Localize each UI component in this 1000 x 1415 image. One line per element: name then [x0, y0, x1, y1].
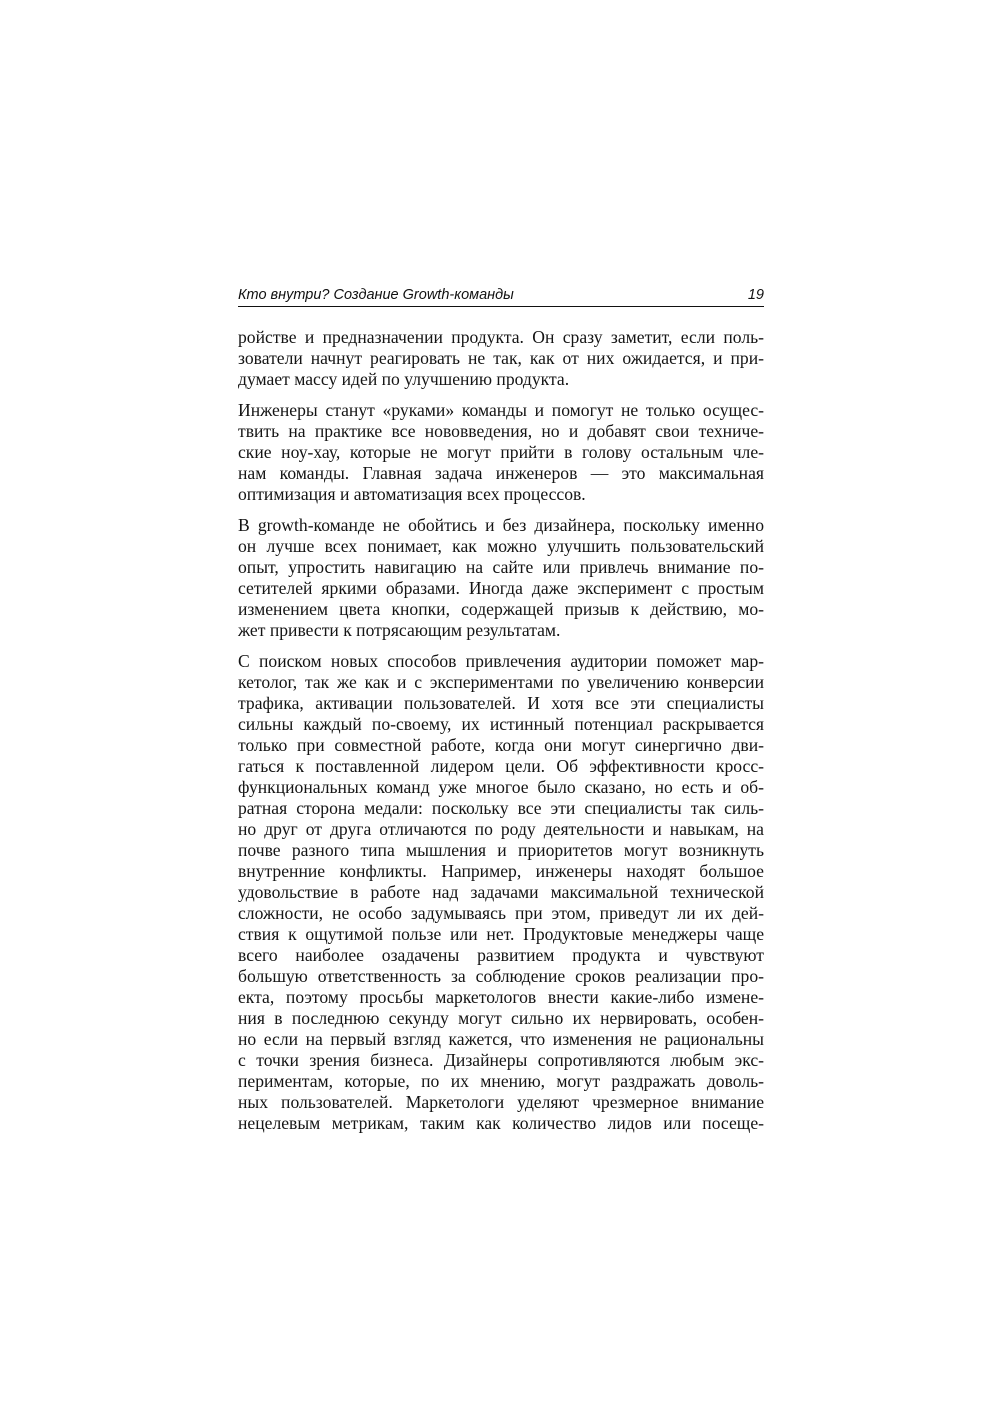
text-line: твить на практике все нововведения, но и добавят свои техниче- [238, 421, 764, 441]
text-line: ратная сторона медали: поскольку все эти специалисты так силь- [238, 798, 764, 818]
text-line: ские ноу-хау, которые не могут прийти в голову остальным чле- [238, 442, 764, 462]
text-line: думает массу идей по улучшению продукта. [238, 369, 570, 389]
text-line: ствия к ощутимой пользе или нет. Продуктовые менеджеры чаще [238, 924, 764, 944]
text-line: большую ответственность за соблюдение сроков реализации про- [238, 966, 764, 986]
paragraph [238, 400, 764, 505]
paragraph [238, 651, 764, 1134]
text-line: удовольствие в работе над задачами максимальной технической [238, 882, 764, 902]
text-line: Инженеры станут «руками» команды и помогут не только осущес- [238, 400, 764, 420]
text-line: нам команды. Главная задача инженеров — это максимальная [238, 463, 764, 483]
text-line: зователи начнут реагировать не так, как от них ожидается, и при- [238, 348, 764, 368]
text-line: гаться к поставленной лидером цели. Об эффективности кросс- [238, 756, 764, 776]
text-line: функциональных команд уже многое было сказано, но есть и об- [238, 777, 764, 797]
text-line: только при совместной работе, когда они могут синергично дви- [238, 735, 764, 755]
running-header [238, 286, 764, 307]
text-line: трафика, активации пользователей. И хотя все эти специалисты [238, 693, 764, 713]
text-line: ройстве и предназначении продукта. Он сразу заметит, если поль- [238, 327, 764, 347]
text-line: екта, поэтому просьбы маркетологов внести какие-либо измене- [238, 987, 764, 1007]
chapter-title: Кто внутри? Создание Growth-команды [238, 287, 514, 303]
text-line: ных пользователей. Маркетологи уделяют чрезмерное внимание [238, 1092, 764, 1112]
text-line: жет привести к потрясающим результатам. [238, 620, 561, 640]
text-line: внутренние конфликты. Например, инженеры находят большое [238, 861, 764, 881]
text-line: всего наиболее озадачены развитием продукта и чувствуют [238, 945, 764, 965]
text-line: сложности, не особо задумываясь при этом, приведут ли их дей- [238, 903, 764, 923]
text-line: С поиском новых способов привлечения аудитории поможет мар- [238, 651, 764, 671]
text-line: но если на первый взгляд кажется, что изменения не рациональны [238, 1029, 764, 1049]
text-line: сильны каждый по-своему, их истинный потенциал раскрывается [238, 714, 764, 734]
text-line: опыт, упростить навигацию на сайте или привлечь внимание по- [238, 557, 764, 577]
text-line: ния в последнюю секунду могут сильно их нервировать, особен- [238, 1008, 764, 1028]
text-line: он лучше всех понимает, как можно улучшить пользовательский [238, 536, 764, 556]
body-text [238, 327, 764, 1144]
text-line: сетителей яркими образами. Иногда даже эксперимент с простым [238, 578, 764, 598]
text-line: с точки зрения бизнеса. Дизайнеры сопротивляются любым экс- [238, 1050, 764, 1070]
text-line: но друг от друга отличаются по роду деятельности и навыкам, на [238, 819, 764, 839]
text-line: В growth-команде не обойтись и без дизайнера, поскольку именно [238, 515, 764, 535]
paragraph [238, 515, 764, 641]
text-line: изменением цвета кнопки, содержащей призыв к действию, мо- [238, 599, 764, 619]
text-line: периментам, которые, по их мнению, могут раздражать доволь- [238, 1071, 764, 1091]
page-number: 19 [747, 287, 764, 303]
text-line: почве разного типа мышления и приоритетов могут возникнуть [238, 840, 764, 860]
paragraph [238, 327, 764, 390]
text-line: кетолог, так же как и с экспериментами по увеличению конверсии [238, 672, 764, 692]
text-line: оптимизация и автоматизация всех процессов. [238, 484, 586, 504]
text-line: нецелевым метрикам, таким как количество лидов или посеще- [238, 1113, 764, 1133]
